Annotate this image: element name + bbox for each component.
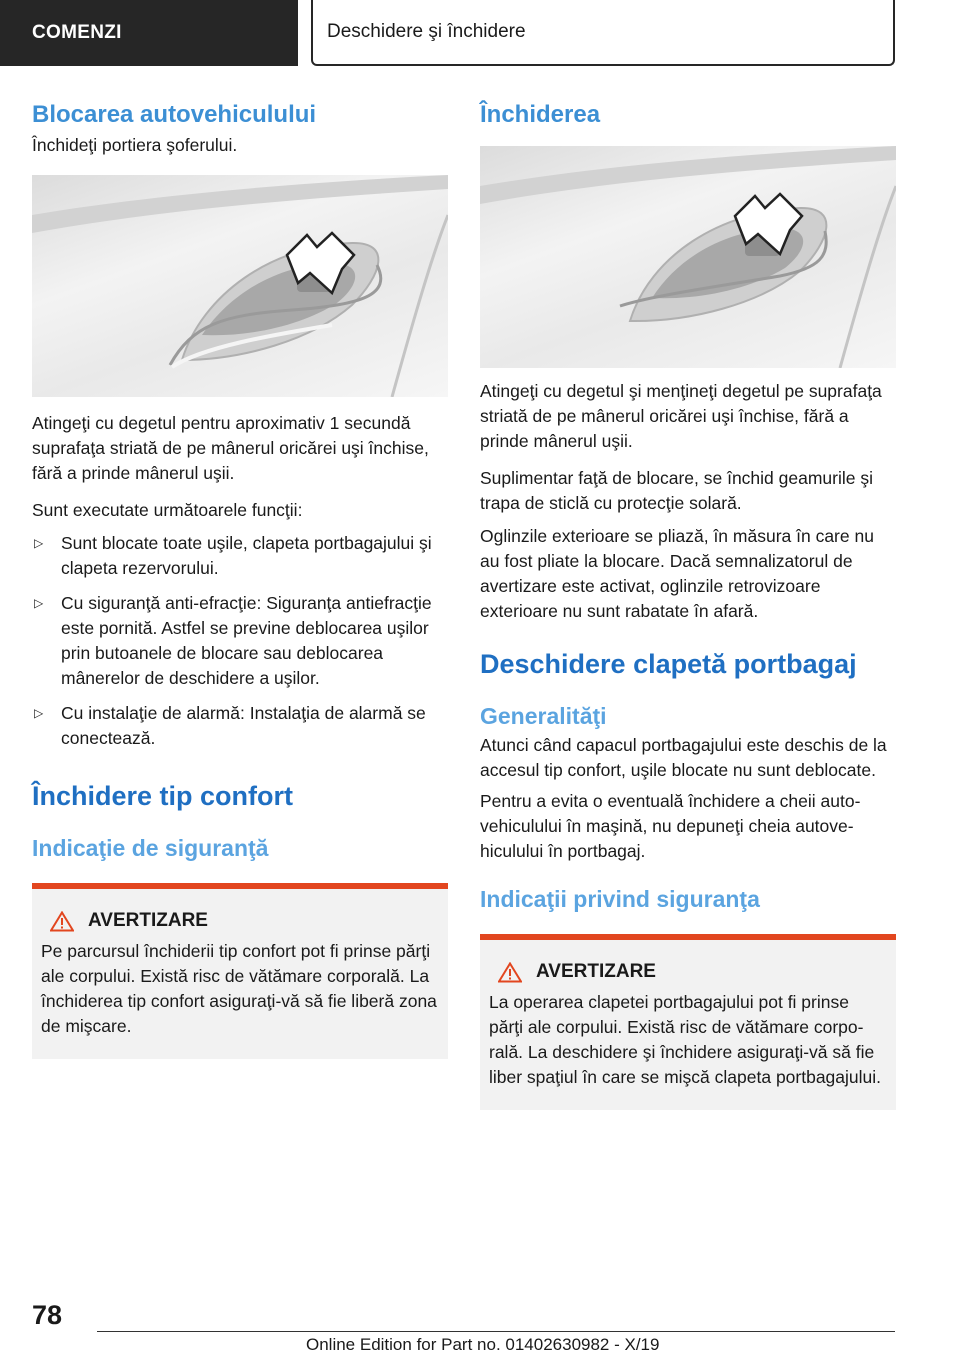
door-handle-illustration bbox=[32, 175, 448, 397]
paragraph-close-door: Închideţi portiera şoferului. bbox=[32, 135, 238, 155]
chapter-title: Deschidere şi închidere bbox=[311, 0, 895, 66]
list-item: ▷ Sunt blocate toate uşile, clapeta portbagajului şi clapeta rezervorului. bbox=[34, 533, 432, 578]
page-number: 78 bbox=[32, 1300, 63, 1330]
warning-triangle-icon bbox=[50, 911, 74, 932]
triangle-bullet-icon: ▷ bbox=[34, 706, 44, 720]
paragraph-key: Pentru a evita o eventuală închidere a cheii autovehiculului în maşină, nu depuneţi cheia autovehiculului în portbagaj. bbox=[480, 791, 861, 861]
heading-safety-info: Indicaţii privind siguranţa bbox=[480, 886, 760, 912]
footer-divider bbox=[97, 1331, 895, 1332]
paragraph-functions: Sunt executate următoarele funcţii: bbox=[32, 500, 303, 520]
list-item: ▷ Cu siguranţă anti-efracţie: Siguranţa antiefracţie este pornită. Astfel se previne deblocarea uşilor prin butoanele de blocare sau deblocarea mânerelor de deschidere a uşilor. bbox=[34, 593, 432, 688]
warning-title: AVERTIZARE bbox=[498, 960, 886, 984]
paragraph-touch-handle: Atingeţi cu degetul pentru aproximativ 1 secundă suprafaţa striată de pe mânerul oricărei uşi închise, fără a prinde mânerul uşii. bbox=[32, 413, 429, 483]
warning-triangle-icon bbox=[498, 962, 522, 983]
left-column bbox=[32, 100, 448, 1059]
heading-closing: Închiderea bbox=[480, 101, 601, 128]
heading-general: Generalităţi bbox=[480, 703, 607, 729]
right-column bbox=[480, 100, 896, 1110]
warning-text: Pe parcursul închiderii tip confort pot fi prinse părţi ale corpului. Există risc de vătămare corporală. La închiderea tip confort asiguraţi-vă să fie liberă zona de mişcare. bbox=[41, 941, 437, 1036]
heading-comfort-closing: Închidere tip confort bbox=[32, 781, 294, 811]
warning-box bbox=[32, 883, 448, 1059]
paragraph-windows: Suplimentar faţă de blocare, se închid geamurile şi trapa de sticlă cu protecţie solară. bbox=[480, 468, 873, 513]
page-footer bbox=[0, 1300, 960, 1362]
warning-title: AVERTIZARE bbox=[50, 909, 438, 933]
door-handle-illustration-2 bbox=[480, 146, 896, 368]
heading-trunk-opening: Deschidere clapetă portbagaj bbox=[480, 649, 857, 679]
paragraph-touch-hold: Atingeţi cu degetul şi menţineţi degetul pe suprafaţa striată de pe mânerul oricărei uşi închise, fără a prinde mânerul uşii. bbox=[480, 381, 882, 451]
heading-safety-note: Indicaţie de siguranţă bbox=[32, 835, 269, 861]
list-item: ▷ Cu instalaţie de alarmă: Instalaţia de alarmă se conectează. bbox=[34, 703, 426, 748]
triangle-bullet-icon: ▷ bbox=[34, 596, 44, 610]
warning-text: La operarea clapetei portbagajului pot fi prinse părţi ale corpului. Există risc de vătămare corporală. La deschidere şi închidere asiguraţi-vă să fie liber spaţiul în care se mişcă clapeta portbagajului. bbox=[489, 992, 882, 1087]
paragraph-mirrors: Oglinzile exterioare se pliază, în măsura în care nu au fost pliate la blocare. Dacă semnalizatorul de avertizare este activat, oglinzile retrovizoare exterioare nu sunt rabatate în afară. bbox=[480, 526, 874, 621]
warning-box-2 bbox=[480, 934, 896, 1110]
section-tab: COMENZI bbox=[0, 0, 298, 66]
edition-info: Online Edition for Part no. 01402630982 - X/19 bbox=[306, 1335, 660, 1354]
function-list bbox=[32, 531, 448, 751]
door-handle-icon bbox=[32, 175, 448, 397]
triangle-bullet-icon: ▷ bbox=[34, 536, 44, 550]
door-handle-icon bbox=[480, 146, 896, 368]
paragraph-comfort-access: Atunci când capacul portbagajului este deschis de la accesul tip confort, uşile blocate nu sunt deblocate. bbox=[480, 735, 887, 780]
heading-lock-vehicle: Blocarea autovehiculului bbox=[32, 101, 317, 128]
page-header bbox=[0, 0, 960, 66]
